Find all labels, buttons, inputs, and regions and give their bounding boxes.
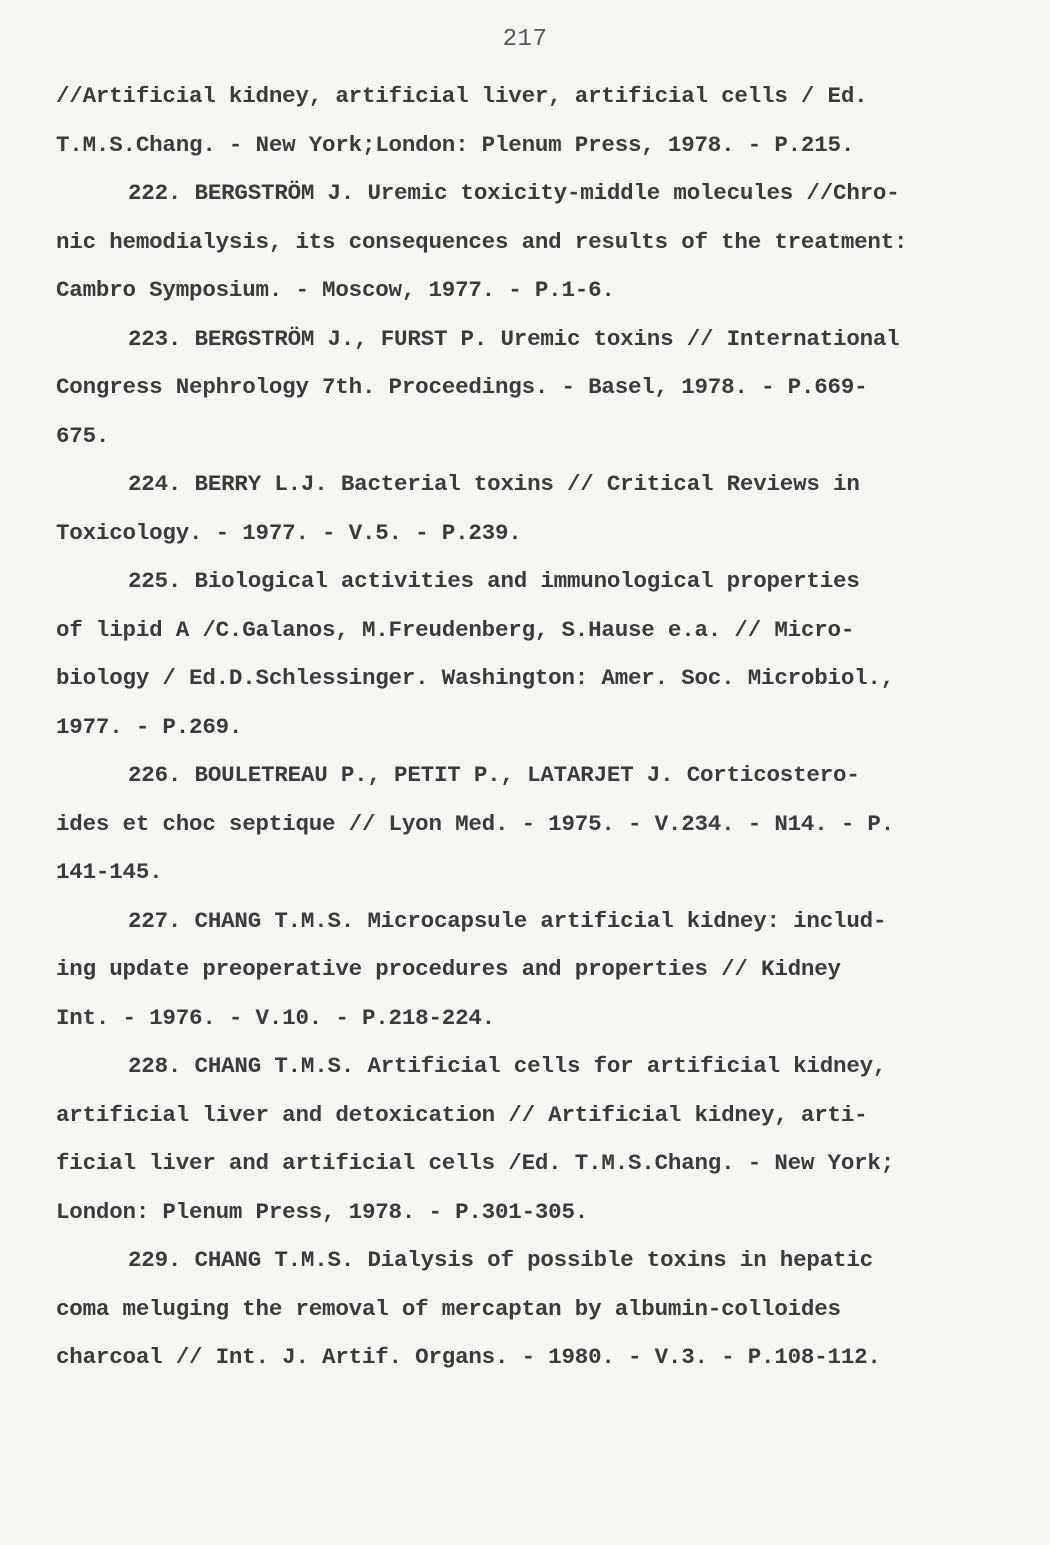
entry-line: of lipid A /C.Galanos, M.Freudenberg, S.Hause e.a. // Micro- <box>56 616 855 643</box>
page-number: 217 <box>502 26 548 53</box>
entry-line: Congress Nephrology 7th. Proceedings. - Basel, 1978. - P.669- <box>56 374 868 400</box>
entry-line: 227. CHANG T.M.S. Microcapsule artificial kidney: includ- <box>128 907 887 934</box>
entry-line: Cambro Symposium. - Moscow, 1977. - P.1-6. <box>56 277 615 303</box>
entry-line: biology / Ed.D.Schlessinger. Washington: Amer. Soc. Microbiol., <box>56 665 895 691</box>
entry-line: 226. BOULETREAU P., PETIT P., LATARJET J. Corticostero- <box>128 762 860 788</box>
entry-line: 675. <box>56 422 110 449</box>
entry-line: 141-145. <box>56 859 163 885</box>
bibliography-entry <box>56 169 1006 315</box>
entry-line: //Artificial kidney, artificial liver, artificial cells / Ed. <box>56 83 868 109</box>
entry-line: London: Plenum Press, 1978. - P.301-305. <box>56 1198 589 1225</box>
bibliography-entry <box>56 1236 1006 1382</box>
entry-line: ficial liver and artificial cells /Ed. T.M.S.Chang. - New York; <box>56 1150 895 1176</box>
entry-line: 224. BERRY L.J. Bacterial toxins // Critical Reviews in <box>128 471 860 497</box>
entry-line: ides et choc septique // Lyon Med. - 1975. - V.234. - N14. - P. <box>56 810 895 837</box>
entry-line: Toxicology. - 1977. - V.5. - P.239. <box>56 519 522 546</box>
bibliography-entry <box>56 1042 1006 1236</box>
entry-line: 1977. - P.269. <box>56 713 243 740</box>
bibliography-entry <box>56 897 1006 1043</box>
bibliography-entry <box>56 72 1006 169</box>
entry-line: 225. Biological activities and immunological properties <box>128 568 860 594</box>
bibliography-entry <box>56 315 1006 461</box>
entry-line: coma meluging the removal of mercaptan by albumin-colloides <box>56 1295 841 1322</box>
bibliography-entry <box>56 557 1006 751</box>
entry-line: charcoal // Int. J. Artif. Organs. - 1980. - V.3. - P.108-112. <box>56 1344 881 1370</box>
entry-line: nic hemodialysis, its consequences and results of the treatment: <box>56 228 908 255</box>
entry-line: ing update preoperative procedures and properties // Kidney <box>56 956 841 982</box>
entry-line: 223. BERGSTRÖM J., FURST P. Uremic toxins // International <box>128 325 900 352</box>
bibliography-list <box>56 72 1006 1382</box>
entry-line: artificial liver and detoxication // Artificial kidney, arti- <box>56 1101 868 1128</box>
bibliography-entry <box>56 751 1006 897</box>
entry-line: 229. CHANG T.M.S. Dialysis of possible toxins in hepatic <box>128 1247 873 1273</box>
bibliography-entry <box>56 460 1006 557</box>
entry-line: 228. CHANG T.M.S. Artificial cells for artificial kidney, <box>128 1053 887 1079</box>
entry-line: 222. BERGSTRÖM J. Uremic toxicity-middle molecules //Chro- <box>128 180 900 206</box>
entry-line: Int. - 1976. - V.10. - P.218-224. <box>56 1004 495 1031</box>
entry-line: T.M.S.Chang. - New York;London: Plenum Press, 1978. - P.215. <box>56 131 855 158</box>
